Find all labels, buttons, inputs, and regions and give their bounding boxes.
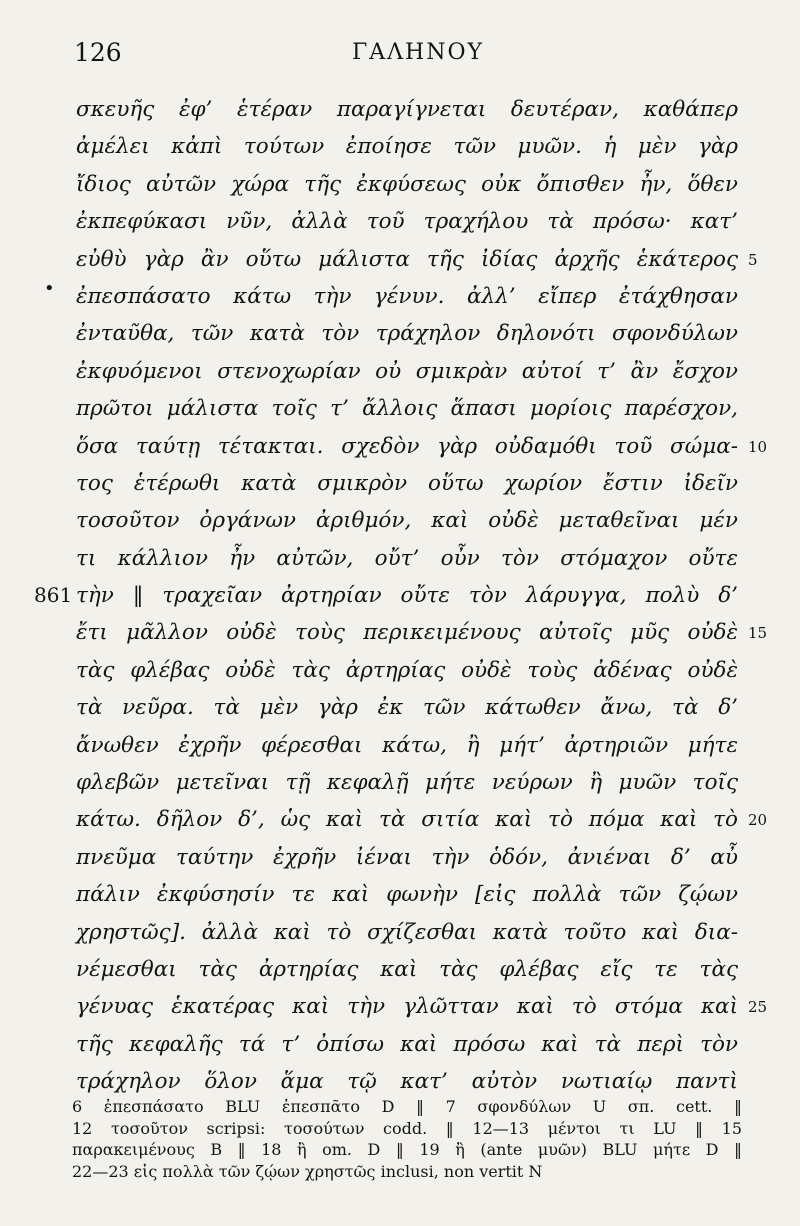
margin-page-reference: 861 xyxy=(34,583,73,608)
line-text: ἐπεσπάσατο κάτω τὴν γένυν. ἀλλ’ εἴπερ ἐτάχθησαν xyxy=(76,283,738,309)
line-text: φλεβῶν μετεῖναι τῇ κεφαλῇ μήτε νεύρων ἢ μυῶν τοῖς xyxy=(76,770,738,796)
margin-dot-mark: • xyxy=(44,277,55,299)
page-number: 126 xyxy=(74,38,122,67)
line-text: ἴδιος αὐτῶν χώρα τῆς ἐκφύσεως οὐκ ὄπισθεν ἦν, ὅθεν xyxy=(76,171,738,197)
running-title: ΓΑΛΗΝΟΥ xyxy=(352,40,485,65)
text-line xyxy=(0,992,800,1029)
text-line xyxy=(0,731,800,768)
line-text: ἐκπεφύκασι νῦν, ἀλλὰ τοῦ τραχήλου τὰ πρόσω· κατ’ xyxy=(76,209,738,235)
text-line xyxy=(0,132,800,169)
line-text: γένυας ἑκατέρας καὶ τὴν γλῶτταν καὶ τὸ στόμα καὶ xyxy=(76,994,738,1020)
text-line xyxy=(0,1030,800,1067)
text-line xyxy=(0,277,800,319)
critical-apparatus xyxy=(72,1096,742,1182)
line-text: πρῶτοι μάλιστα τοῖς τ’ ἄλλοις ἅπασι μορίοις παρέσχον, xyxy=(76,396,738,422)
line-text: ὅσα ταύτῃ τέτακται. σχεδὸν γὰρ οὐδαμόθι τοῦ σώμα- xyxy=(76,433,738,459)
line-text: κάτω. δῆλον δ’, ὡς καὶ τὰ σιτία καὶ τὸ πόμα καὶ τὸ xyxy=(76,807,738,833)
line-text: τὴν ‖ τραχεῖαν ἀρτηρίαν οὔτε τὸν λάρυγγα, πολὺ δ’ xyxy=(76,583,738,609)
line-text: τοσοῦτον ὀργάνων ἀριθμόν, καὶ οὐδὲ μεταθεῖναι μέν xyxy=(76,508,738,534)
apparatus-line: 6 ἐπεσπάσατο BLU ἐπεσπᾶτο D ‖ 7 σφονδύλων U σπ. cett. ‖ xyxy=(72,1097,742,1116)
apparatus-line: παρακειμένους B ‖ 18 ἢ om. D ‖ 19 ἢ (ante μυῶν) BLU μήτε D ‖ xyxy=(72,1140,742,1159)
page-header xyxy=(0,38,800,72)
text-line xyxy=(0,544,800,581)
line-number: 20 xyxy=(748,811,768,830)
line-number: 10 xyxy=(748,437,768,456)
line-text: τι κάλλιον ἦν αὐτῶν, οὔτ’ οὖν τὸν στόμαχον οὔτε xyxy=(76,545,738,571)
line-text: τος ἑτέρωθι κατὰ σμικρὸν οὕτω χωρίον ἔστιν ἰδεῖν xyxy=(76,470,738,496)
text-line xyxy=(0,880,800,917)
line-text: νέμεσθαι τὰς ἀρτηρίας καὶ τὰς φλέβας εἴς τε τὰς xyxy=(76,956,738,982)
text-line xyxy=(0,95,800,132)
line-number: 5 xyxy=(748,250,758,269)
apparatus-line: 12 τοσοῦτον scripsi: τοσούτων codd. ‖ 12—13 μέντοι τι LU ‖ 15 xyxy=(72,1118,742,1138)
text-line xyxy=(0,918,800,955)
line-text: ἐνταῦθα, τῶν κατὰ τὸν τράχηλον δηλονότι σφονδύλων xyxy=(76,321,738,347)
text-line xyxy=(0,170,800,207)
line-text: χρηστῶς]. ἀλλὰ καὶ τὸ σχίζεσθαι κατὰ τοῦτο καὶ δια- xyxy=(76,919,738,945)
line-text: ἔτι μᾶλλον οὐδὲ τοὺς περικειμένους αὐτοῖς μῦς οὐδὲ xyxy=(76,620,738,646)
line-number: 25 xyxy=(748,998,768,1017)
line-text: πάλιν ἐκφύσησίν τε καὶ φωνὴν [εἰς πολλὰ τῶν ζῴων xyxy=(76,882,738,908)
apparatus-line: 22—23 εἰς πολλὰ τῶν ζῴων χρηστῶς inclusi, non vertit N xyxy=(72,1161,543,1181)
line-text: τὰς φλέβας οὐδὲ τὰς ἀρτηρίας οὐδὲ τοὺς ἀδένας οὐδὲ xyxy=(76,657,738,683)
line-text: ἄνωθεν ἐχρῆν φέρεσθαι κάτω, ἢ μήτ’ ἀρτηριῶν μήτε xyxy=(76,732,738,758)
text-line xyxy=(0,843,800,880)
text-line xyxy=(0,319,800,356)
text-line xyxy=(0,394,800,431)
line-text: σκευῆς ἐφ’ ἑτέραν παραγίγνεται δευτέραν, καθάπερ xyxy=(76,97,738,122)
text-line xyxy=(0,805,800,842)
text-line xyxy=(0,207,800,244)
line-text: τράχηλον ὅλον ἅμα τῷ κατ’ αὐτὸν νωτιαίῳ παντὶ xyxy=(76,1069,738,1095)
line-text: τῆς κεφαλῆς τά τ’ ὀπίσω καὶ πρόσω καὶ τὰ περὶ τὸν xyxy=(76,1031,738,1057)
text-line xyxy=(0,469,800,506)
text-line xyxy=(0,357,800,394)
text-line xyxy=(0,581,800,618)
line-number: 15 xyxy=(748,624,768,643)
text-line xyxy=(0,768,800,805)
greek-text-body xyxy=(0,95,800,1105)
text-line xyxy=(0,245,800,282)
text-line xyxy=(0,656,800,693)
text-line xyxy=(0,618,800,655)
text-line xyxy=(0,693,800,730)
line-text: εὐθὺ γὰρ ἂν οὕτω μάλιστα τῆς ἰδίας ἀρχῆς ἑκάτερος xyxy=(76,246,738,272)
line-text: τὰ νεῦρα. τὰ μὲν γὰρ ἐκ τῶν κάτωθεν ἄνω, τὰ δ’ xyxy=(76,695,738,721)
line-text: ἀμέλει κἀπὶ τούτων ἐποίησε τῶν μυῶν. ἡ μὲν γὰρ xyxy=(76,134,738,160)
line-text: πνεῦμα ταύτην ἐχρῆν ἰέναι τὴν ὁδόν, ἀνιέναι δ’ αὖ xyxy=(76,844,738,870)
line-text: ἐκφυόμενοι στενοχωρίαν οὐ σμικρὰν αὐτοί τ’ ἂν ἔσχον xyxy=(76,358,738,384)
text-line xyxy=(0,432,800,469)
text-line xyxy=(0,506,800,543)
text-line xyxy=(0,955,800,992)
